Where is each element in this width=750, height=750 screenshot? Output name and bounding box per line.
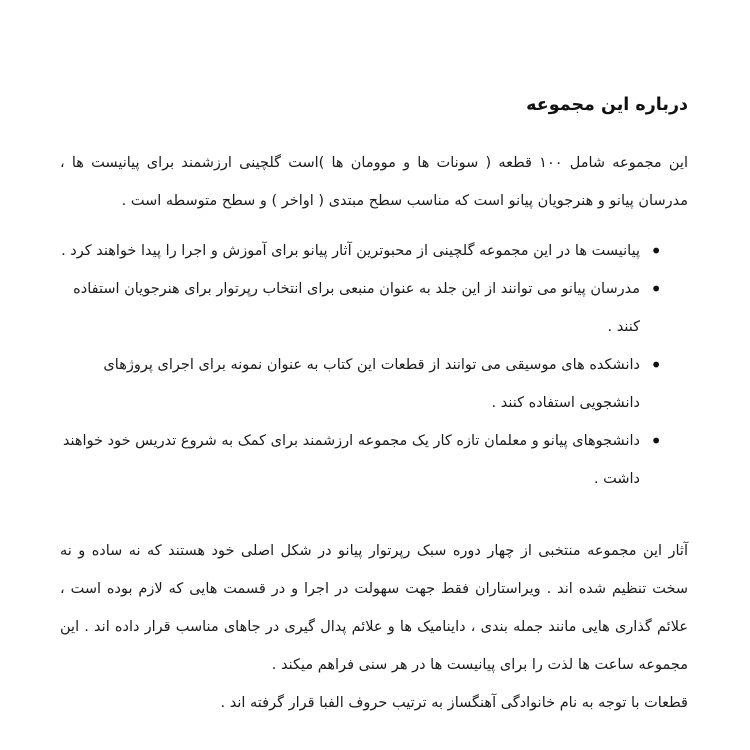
list-item: • پیانیست ها در این مجموعه گلچینی از محبوترین آثار پیانو برای آموزش و اجرا را پیدا خواهند کرد .: [60, 232, 688, 270]
list-item: • دانشکده های موسیقی می توانند از قطعات این کتاب به عنوان نمونه برای اجرای پروژهای دانشجویی استفاده کنند .: [60, 346, 688, 422]
list-item: • دانشجوهای پیانو و معلمان تازه کار یک مجموعه ارزشمند برای کمک به شروع تدریس خود خواهند داشت .: [60, 422, 688, 498]
body-paragraph: آثار این مجموعه منتخبی از چهار دوره سبک رپرتوار پیانو در شکل اصلی خود هستند که نه ساده و نه سخت تنظیم شده اند . ویراستاران فقط جهت سهولت در اجرا و در قسمت هایی که لازم بوده است ، علائم گذاری هایی مانند جمله بندی ، داینامیک ها و علائم پدال گیری در جاهای مناسب قرار داده اند . این مجموعه ساعت ها لذت را برای پیانیست ها در هر سنی فراهم میکند .: [60, 543, 688, 673]
intro-paragraph: این مجموعه شامل ۱۰۰ قطعه ( سونات ها و موومان ها )است گلچینی ارزشمند برای پیانیست ها ، مدرسان پیانو و هنرجویان پیانو است که مناسب سطح مبتدی ( اواخر ) و سطح متوسطه است .: [60, 155, 688, 209]
list-item: • مدرسان پیانو می توانند از این جلد به عنوان منبعی برای انتخاب رپرتوار برای هنرجویان استفاده کنند .: [60, 270, 688, 346]
page-title: درباره این مجموعه: [526, 95, 688, 115]
bullet-list: [60, 232, 688, 498]
closing-paragraph: قطعات با توجه به نام خانوادگی آهنگساز به ترتیب حروف الفبا قرار گرفته اند .: [220, 695, 688, 711]
